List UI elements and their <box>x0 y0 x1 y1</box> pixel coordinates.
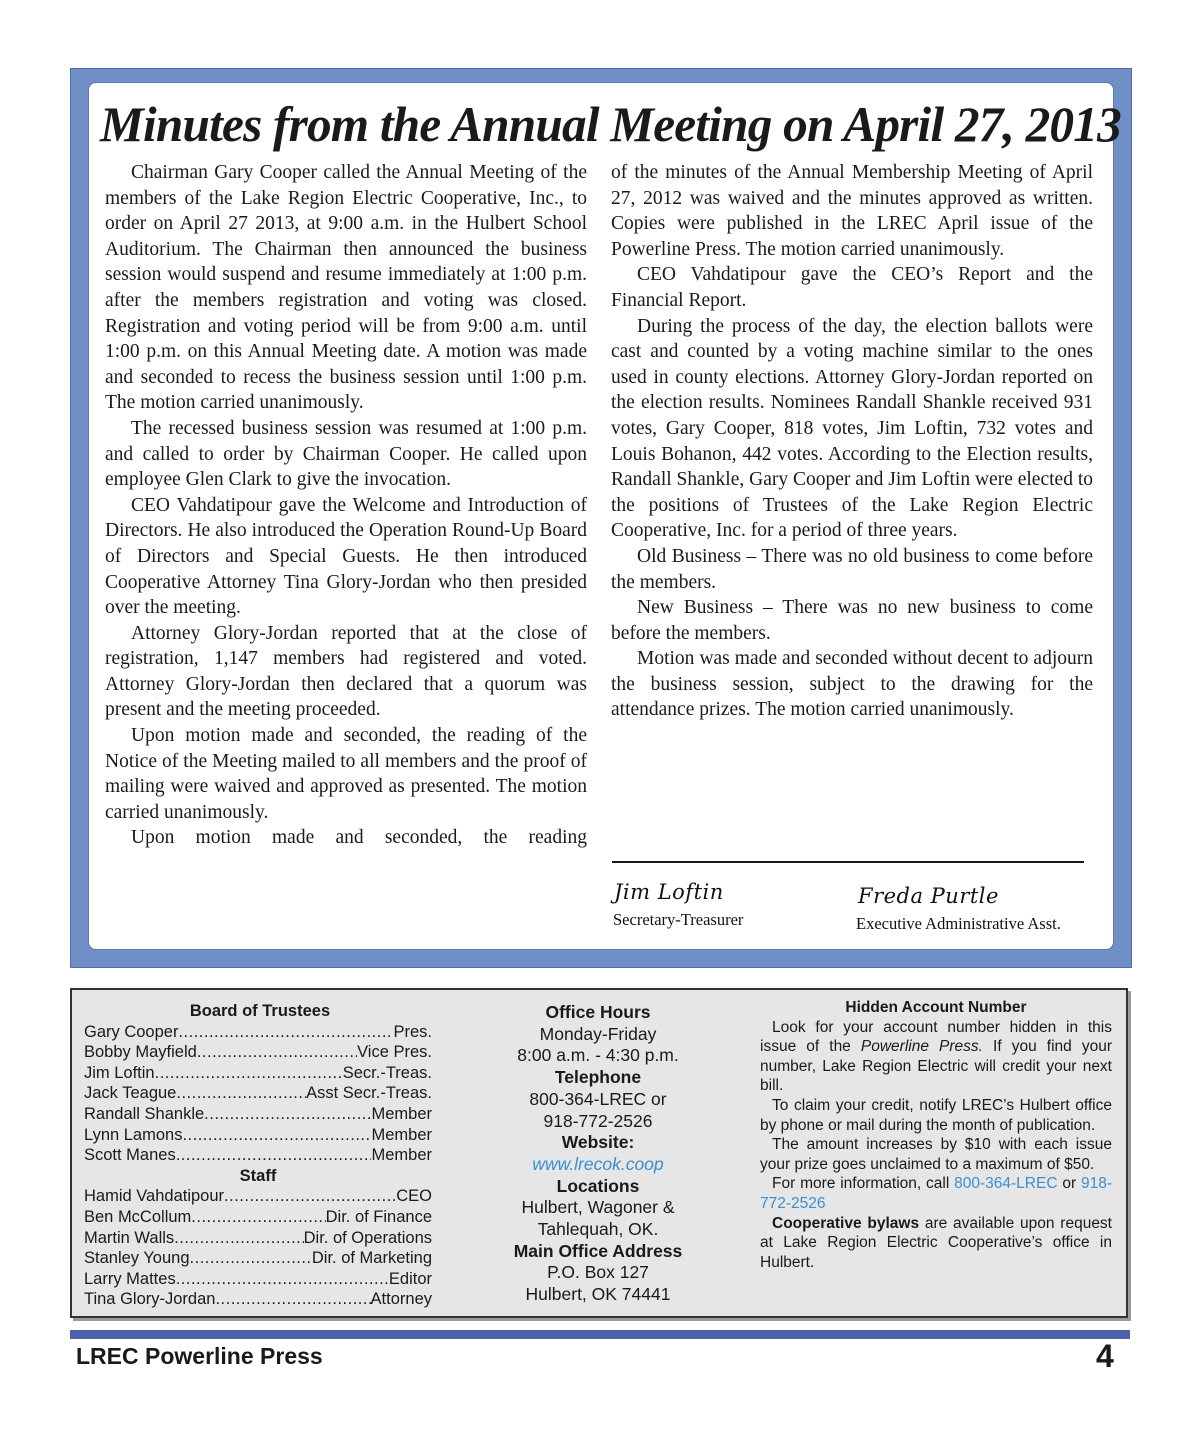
staff-row: Hamid Vahdatipour ..... CEO <box>84 1186 432 1207</box>
article-right-column <box>611 160 1093 723</box>
signature-freda-purtle: Freda Purtle <box>858 884 999 908</box>
paragraph: During the process of the day, the election ballots were cast and counted by a voting machine similar to the ones used in county elections. Attorney Glory-Jordan reported on the election results. Nominees Randall Shankle received 931 votes, Gary Cooper, 818 votes, Jim Loftin, 732 votes and Louis Bohanon, 442 votes. According to the Election results, Randall Shankle, Gary Cooper and Jim Loftin were elected to the positions of Trustees of the Lake Region Electric Cooperative, Inc. for a period of three years. <box>611 315 1093 542</box>
paragraph: CEO Vahdatipour gave the CEO’s Report and the Financial Report. <box>611 264 1093 311</box>
phone-link[interactable]: 800-364-LREC <box>954 1175 1058 1193</box>
website-link[interactable]: www.lrecok.coop <box>532 1153 664 1174</box>
paragraph: Chairman Gary Cooper called the Annual Meeting of the members of the Lake Region Electric Cooperative, Inc., to order on April 27 2013, at 9:00 a.m. in the Hulbert School Auditorium. The Chairman then announced the business session would suspend and resume immediately at 1:00 p.m. after the members registration and voting was closed. Registration and voting period will be from 9:00 a.m. until 1:00 p.m. on this Annual Meeting date. A motion was made and seconded to recess the business session until 1:00 p.m. The motion carried unanimously. <box>105 162 587 414</box>
article-title: Minutes from the Annual Meeting on April 27, 2013 <box>100 96 1121 152</box>
paragraph: Upon motion made and seconded, the reading of the Notice of the Meeting mailed to all members and the proof of mailing were waived and approved as presented. The motion carried unanimously. <box>105 725 587 823</box>
trustee-row: Jack Teague ..... Asst Secr.-Treas. <box>84 1083 432 1104</box>
locations: Tahlequah, OK. <box>537 1219 659 1240</box>
address-line: P.O. Box 127 <box>547 1262 649 1283</box>
address-heading: Main Office Address <box>513 1240 683 1261</box>
staff-row: Larry Mattes ..... Editor <box>84 1269 432 1290</box>
paragraph: of the minutes of the Annual Membership Meeting of April 27, 2012 was waived and the minutes approved as written. Copies were published in the LREC April issue of the Powerline Press. The motion carried unanimously. <box>611 162 1093 260</box>
board-of-trustees <box>84 1001 432 1310</box>
website-heading: Website: <box>561 1132 635 1153</box>
staff-row: Ben McCollum ..... Dir. of Finance <box>84 1207 432 1228</box>
paragraph: CEO Vahdatipour gave the Welcome and Introduction of Directors. He also introduced the Operation Round-Up Board of Directors and Special Guests. He then introduced Cooperative Attorney Tina Glory-Jordan who then presided over the meeting. <box>105 494 587 619</box>
hidden-account-notice <box>760 998 1112 1272</box>
staff-heading: Staff <box>239 1166 277 1185</box>
notice-paragraph: For more information, call 800-364-LREC or 918-772-2526 <box>760 1175 1112 1212</box>
phone-link[interactable]: 918-772-2526 <box>760 1175 1112 1212</box>
notice-paragraph: To claim your credit, notify LREC’s Hulbert office by phone or mail during the month of publication. <box>760 1096 1112 1134</box>
office-hours: 8:00 a.m. - 4:30 p.m. <box>517 1045 679 1066</box>
trustee-row: Randall Shankle ..... Member <box>84 1104 432 1125</box>
footer-rule <box>70 1330 1130 1339</box>
hidden-account-heading: Hidden Account Number <box>845 999 1027 1016</box>
office-hours-heading: Office Hours <box>545 1002 651 1022</box>
trustee-row: Bobby Mayfield ..... Vice Pres. <box>84 1042 432 1063</box>
paragraph: New Business – There was no new business to come before the members. <box>611 597 1093 644</box>
paragraph: Motion was made and seconded without decent to adjourn the business session, subject to the drawing for the attendance prizes. The motion carried unanimously. <box>611 648 1093 721</box>
notice-paragraph: Look for your account number hidden in this issue of the Powerline Press. If you find your number, Lake Region Electric will credit your next bill. <box>760 1018 1113 1095</box>
notice-paragraph: The amount increases by $10 with each issue your prize goes unclaimed to a maximum of $50. <box>760 1136 1112 1173</box>
paragraph: Attorney Glory-Jordan reported that at the close of registration, 1,147 members had registered and voted. Attorney Glory-Jordan then declared that a quorum was present and the meeting proceeded. <box>105 622 587 721</box>
telephone-heading: Telephone <box>554 1067 642 1088</box>
trustee-row: Jim Loftin ..... Secr.-Treas. <box>84 1063 432 1084</box>
paragraph: Upon motion made and seconded, the reading <box>131 827 587 849</box>
address-line: Hulbert, OK 74441 <box>525 1284 671 1305</box>
locations-heading: Locations <box>556 1175 640 1196</box>
staff-row: Tina Glory-Jordan ..... Attorney <box>84 1289 432 1310</box>
locations: Hulbert, Wagoner & <box>521 1197 675 1218</box>
signature-line <box>612 861 1084 863</box>
signature-jim-loftin: Jim Loftin <box>614 880 724 904</box>
publication-name: LREC Powerline Press <box>76 1343 323 1369</box>
article-left-column <box>105 160 587 851</box>
trustee-row: Lynn Lamons ..... Member <box>84 1125 432 1146</box>
paragraph: The recessed business session was resumed at 1:00 p.m. and called to order by Chairman Cooper. He called upon employee Glen Clark to give the invocation. <box>105 417 587 491</box>
phone-number: 800-364-LREC or <box>529 1088 667 1109</box>
staff-row: Stanley Young ..... Dir. of Marketing <box>84 1248 432 1269</box>
board-heading: Board of Trustees <box>189 1002 331 1020</box>
signature-title: Executive Administrative Asst. <box>856 914 1061 933</box>
notice-paragraph: Cooperative bylaws are available upon request at Lake Region Electric Cooperative’s office in Hulbert. <box>760 1214 1112 1271</box>
staff-row: Martin Walls ..... Dir. of Operations <box>84 1228 432 1249</box>
trustee-row: Gary Cooper ..... Pres. <box>84 1022 432 1043</box>
signature-title: Secretary-Treasurer <box>613 910 744 929</box>
paragraph: Old Business – There was no old business to come before the members. <box>611 545 1093 593</box>
phone-number: 918-772-2526 <box>543 1110 653 1131</box>
page-number: 4 <box>1096 1338 1114 1374</box>
office-days: Monday-Friday <box>539 1023 657 1044</box>
trustee-row: Scott Manes ..... Member <box>84 1145 432 1166</box>
office-info <box>488 1002 708 1306</box>
